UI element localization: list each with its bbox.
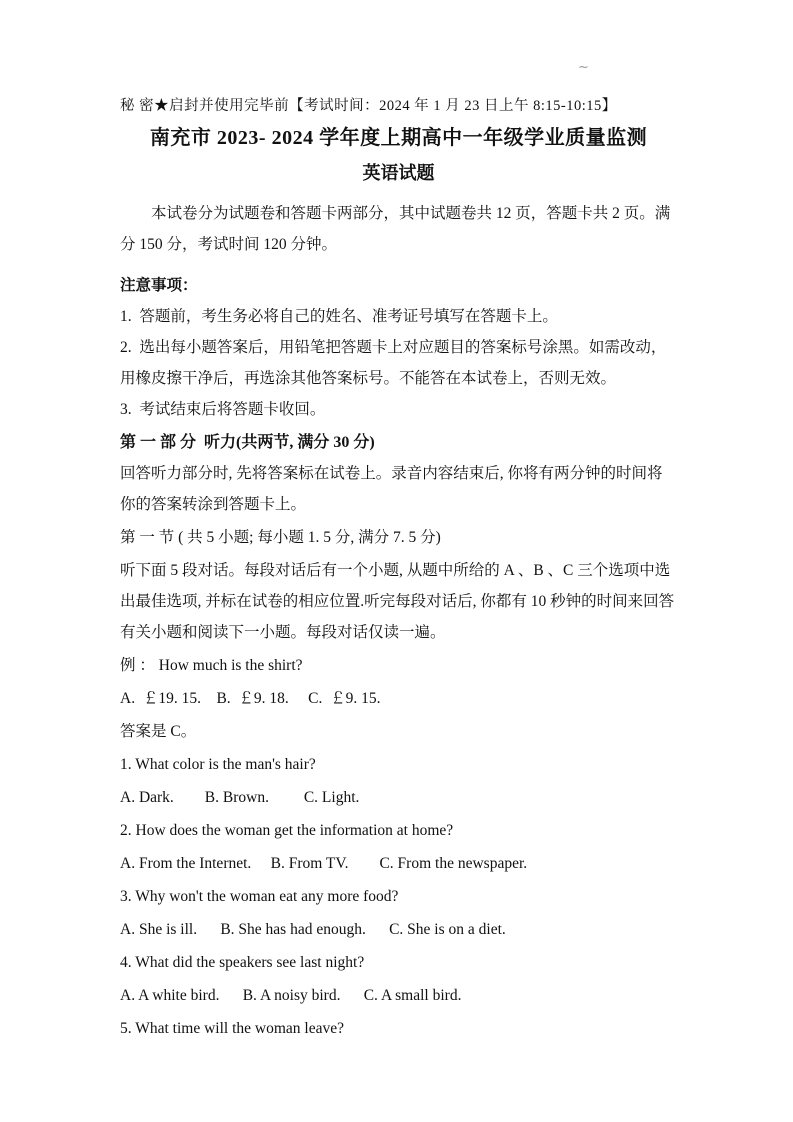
notice-heading: 注意事项：: [120, 277, 198, 294]
section1-instructions: 听下面 5 段对话。每段对话后有一个小题, 从题中所给的 A 、B 、C 三个选项中选出最佳选项, 并标在试卷的相应位置.听完每段对话后, 你都有 10 秒钟的时间来回答有关小题和阅读下一小题。每段对话仅读一遍。: [120, 562, 675, 641]
example-question: 例 ： How much is the shirt?: [120, 657, 303, 674]
question-2-options: A. From the Internet. B. From TV. C. From the newspaper.: [120, 855, 528, 872]
notice-item-3: 3. 考试结束后将答题卡收回。: [120, 401, 326, 418]
question-3-text: 3. Why won't the woman eat any more food?: [120, 888, 399, 905]
question-1-text: 1. What color is the man's hair?: [120, 756, 316, 773]
question-4-text: 4. What did the speakers see last night?: [120, 954, 365, 971]
section1-heading: 第 一 节 ( 共 5 小题; 每小题 1. 5 分, 满分 7. 5 分): [120, 529, 441, 546]
stray-mark: ~: [578, 60, 589, 75]
notice-item-1: 1. 答题前，考生务必将自己的姓名、准考证号填写在答题卡上。: [120, 308, 558, 325]
paper-intro: 本试卷分为试题卷和答题卡两部分，其中试题卷共 12 页，答题卡共 2 页。满分 150 分，考试时间 120 分钟。: [120, 205, 671, 253]
notice-item-2: 2. 选出每小题答案后，用铅笔把答题卡上对应题目的答案标号涂黑。如需改动，用橡皮擦干净后，再选涂其他答案标号。不能答在本试卷上，否则无效。: [120, 339, 667, 387]
question-3-options: A. She is ill. B. She has had enough. C. She is on a diet.: [120, 921, 506, 938]
example-answer: 答案是 C。: [120, 723, 197, 740]
part1-instructions: 回答听力部分时, 先将答案标在试卷上。录音内容结束后, 你将有两分钟的时间将你的答案转涂到答题卡上。: [120, 465, 663, 513]
question-2-text: 2. How does the woman get the information at home?: [120, 822, 454, 839]
question-1-options: A. Dark. B. Brown. C. Light.: [120, 789, 360, 806]
page-title: 南充市 2023- 2024 学年度上期高中一年级学业质量监测: [149, 127, 648, 149]
example-options: A. ￡19. 15. B. ￡9. 18. C. ￡9. 15.: [120, 690, 381, 707]
question-4-options: A. A white bird. B. A noisy bird. C. A small bird.: [120, 987, 462, 1004]
part1-heading: 第 一 部 分 听力(共两节, 满分 30 分): [120, 434, 375, 451]
page-subtitle: 英语试题: [362, 163, 435, 183]
question-5-text: 5. What time will the woman leave?: [120, 1020, 344, 1037]
security-header: 秘 密★启封并使用完毕前【考试时间：2024 年 1 月 23 日上午 8:15-10:15】: [120, 98, 617, 114]
